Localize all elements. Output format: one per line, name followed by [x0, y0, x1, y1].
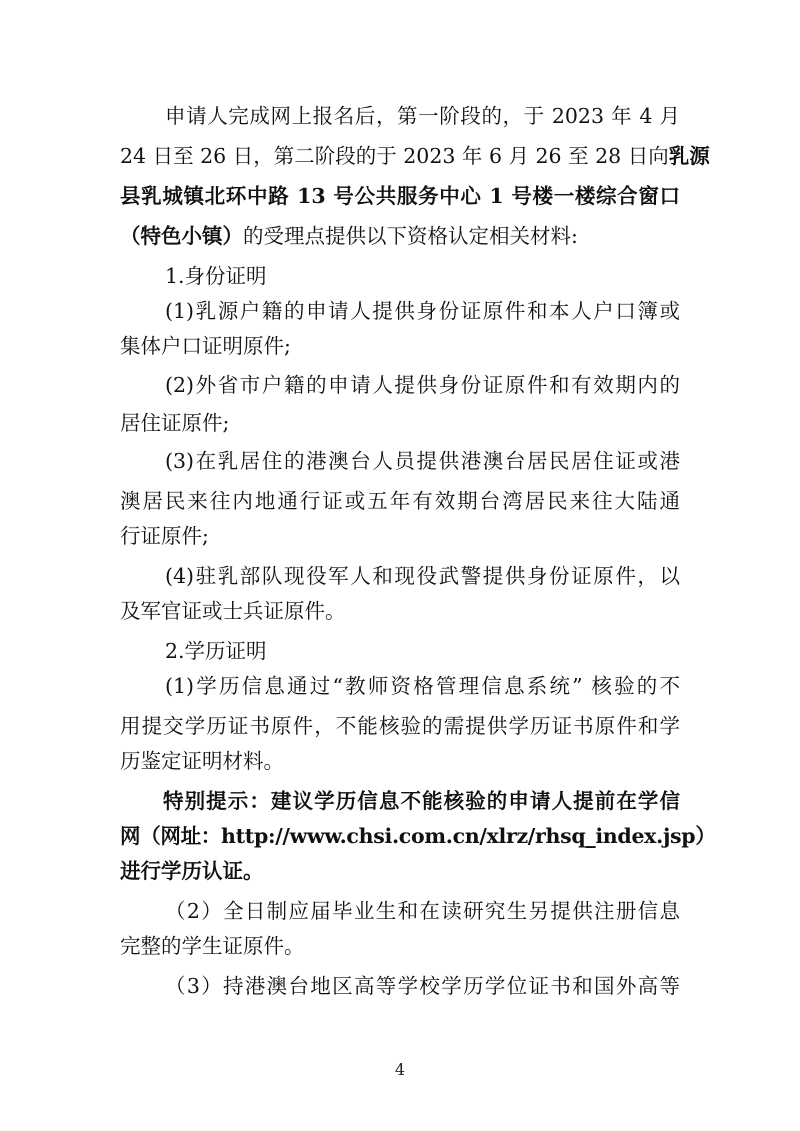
- list-item-line: [165, 561, 680, 591]
- text-segment-bold: 网（网址：http://www.chsi.com.cn/xlrz/rhsq_index.jsp）: [120, 824, 716, 848]
- text-segment: 历鉴定证明材料。: [120, 749, 284, 773]
- text-segment-bold: （特色小镇）: [120, 224, 243, 248]
- list-item-line: [165, 971, 680, 1001]
- text-segment: 澳居民来往内地通行证或五年有效期台湾居民来往大陆通: [120, 489, 680, 513]
- paragraph-line-2: [120, 141, 710, 171]
- paragraph-line-4: [120, 221, 680, 251]
- text-segment-bold: 乳源: [668, 144, 710, 168]
- text-segment: 行证原件;: [120, 524, 209, 548]
- list-item-line: [120, 931, 680, 961]
- text-segment: 居住证原件;: [120, 411, 230, 435]
- text-segment: (3)在乳居住的港澳台人员提供港澳台居民居住证或港: [165, 449, 680, 473]
- list-item-line: [120, 596, 680, 626]
- text-segment: 申请人完成网上报名后，第一阶段的，于 2023 年 4 月: [165, 104, 680, 128]
- text-segment: (4)驻乳部队现役军人和现役武警提供身份证原件，以: [165, 564, 680, 588]
- list-item-line: [165, 896, 680, 926]
- list-item-line: [165, 296, 680, 326]
- text-segment: (1)学历信息通过“教师资格管理信息系统” 核验的不: [165, 674, 680, 698]
- section-heading-identity: [165, 261, 680, 291]
- list-item-line: [165, 446, 680, 476]
- list-item-line: [165, 671, 680, 701]
- special-notice-line: [163, 786, 680, 816]
- text-segment-bold: 进行学历认证。: [120, 859, 264, 883]
- text-segment: 完整的学生证原件。: [120, 934, 305, 958]
- list-item-line: [120, 486, 680, 516]
- text-segment: (1)乳源户籍的申请人提供身份证原件和本人户口簿或: [165, 299, 680, 323]
- text-segment: 24 日至 26 日，第二阶段的于 2023 年 6 月 26 至 28 日向: [120, 144, 669, 168]
- paragraph-line-1: [165, 101, 680, 131]
- special-notice-line: [120, 856, 680, 886]
- text-segment: 2.学历证明: [165, 639, 267, 663]
- list-item-line: [120, 521, 680, 551]
- text-segment-bold: 县乳城镇北环中路 13 号公共服务中心 1 号楼一楼综合窗口: [120, 184, 680, 208]
- list-item-line: [120, 746, 680, 776]
- text-segment: (2)外省市户籍的申请人提供身份证原件和有效期内的: [165, 373, 680, 397]
- list-item-line: [165, 370, 680, 400]
- page-number: 4: [394, 1060, 406, 1079]
- special-notice-url-line: [120, 821, 716, 851]
- text-segment: 的受理点提供以下资格认定相关材料:: [243, 224, 578, 248]
- list-item-line: [120, 408, 680, 438]
- paragraph-line-3: [120, 181, 680, 211]
- list-item-line: [120, 331, 680, 361]
- text-segment: 1.身份证明: [165, 264, 267, 288]
- text-segment: （2）全日制应届毕业生和在读研究生另提供注册信息: [165, 899, 680, 923]
- text-segment: （3）持港澳台地区高等学校学历学位证书和国外高等: [165, 974, 680, 998]
- text-segment: 用提交学历证书原件，不能核验的需提供学历证书原件和学: [120, 714, 680, 738]
- text-segment: 集体户口证明原件;: [120, 334, 291, 358]
- list-item-line: [120, 711, 680, 741]
- text-segment-bold: 特别提示：建议学历信息不能核验的申请人提前在学信: [163, 789, 680, 813]
- section-heading-education: [165, 636, 680, 666]
- text-segment: 及军官证或士兵证原件。: [120, 599, 346, 623]
